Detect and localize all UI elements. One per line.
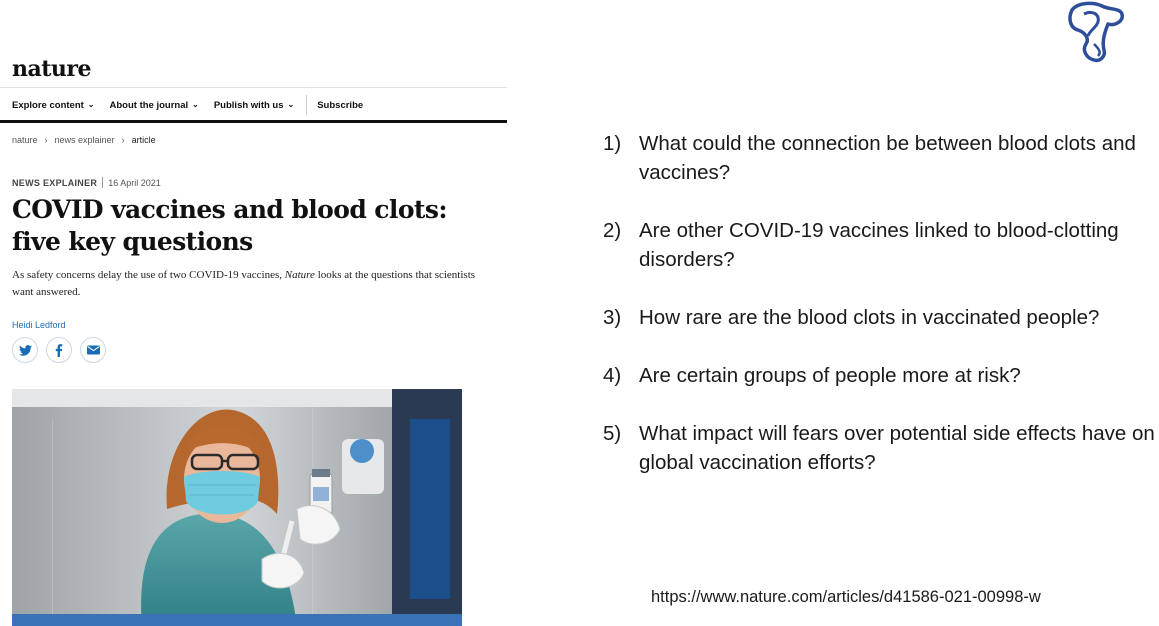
question-number: 5) bbox=[603, 422, 622, 445]
nav-divider bbox=[306, 95, 307, 115]
share-facebook-button[interactable] bbox=[46, 337, 72, 363]
nav-item-explore-content[interactable] bbox=[12, 100, 95, 111]
facebook-icon bbox=[55, 344, 63, 357]
breadcrumb-item-article: article bbox=[131, 135, 156, 145]
question-text: What could the connection be between blood clots and vaccines? bbox=[639, 132, 1136, 184]
share-twitter-button[interactable] bbox=[12, 337, 38, 363]
standfirst-journal-name: Nature bbox=[284, 269, 315, 281]
breadcrumb bbox=[12, 135, 156, 145]
article-title: COVID vaccines and blood clots: five key questions bbox=[12, 195, 447, 256]
article-hero-image bbox=[12, 389, 462, 626]
question-text: Are other COVID-19 vaccines linked to blood-clotting disorders? bbox=[639, 219, 1119, 271]
nav-item-publish-with-us[interactable] bbox=[214, 100, 294, 111]
share-buttons bbox=[12, 337, 114, 363]
meta-divider bbox=[102, 177, 103, 188]
twitter-icon bbox=[19, 345, 32, 356]
standfirst-text: looks at the questions that scientists want answered. bbox=[12, 269, 476, 298]
nav-item-label: Explore content bbox=[12, 99, 84, 111]
vaccine-photo-illustration bbox=[12, 389, 462, 626]
chevron-right-icon: › bbox=[121, 135, 125, 145]
breadcrumb-item-news-explainer[interactable]: news explainer bbox=[54, 135, 115, 145]
list-item bbox=[603, 419, 1155, 477]
breadcrumb-item-nature[interactable]: nature bbox=[12, 135, 38, 145]
key-questions-list bbox=[603, 129, 1155, 506]
author-link[interactable]: Heidi Ledford bbox=[12, 320, 66, 330]
main-nav bbox=[12, 96, 378, 114]
article-standfirst bbox=[12, 267, 482, 301]
list-item bbox=[603, 216, 1155, 274]
nav-item-label: Publish with us bbox=[213, 99, 284, 111]
chevron-down-icon: ⌄ bbox=[287, 99, 295, 109]
article-date: 16 April 2021 bbox=[108, 177, 161, 188]
standfirst-text: As safety concerns delay the use of two COVID-19 vaccines, bbox=[12, 269, 285, 281]
list-item bbox=[603, 303, 1155, 332]
question-number: 1) bbox=[603, 132, 622, 155]
nav-item-label: Subscribe bbox=[317, 99, 364, 111]
institution-logo-icon bbox=[1064, 0, 1126, 64]
article-type: NEWS EXPLAINER bbox=[12, 177, 98, 188]
list-item bbox=[603, 361, 1155, 390]
nav-item-subscribe[interactable] bbox=[317, 100, 363, 111]
share-email-button[interactable] bbox=[80, 337, 106, 363]
question-text: Are certain groups of people more at risk? bbox=[639, 364, 1021, 387]
question-text: What impact will fears over potential side effects have on global vaccination efforts? bbox=[639, 422, 1155, 474]
list-item bbox=[603, 129, 1155, 187]
email-icon bbox=[87, 345, 100, 355]
nav-item-about-the-journal[interactable] bbox=[110, 100, 199, 111]
article-meta bbox=[12, 177, 161, 188]
question-number: 3) bbox=[603, 306, 622, 329]
chevron-right-icon: › bbox=[44, 135, 48, 145]
question-number: 4) bbox=[603, 364, 622, 387]
nav-bottom-rule bbox=[0, 120, 507, 123]
nav-item-label: About the journal bbox=[109, 99, 189, 111]
source-url[interactable]: https://www.nature.com/articles/d41586-021-00998-w bbox=[651, 588, 1041, 606]
chevron-down-icon: ⌄ bbox=[87, 99, 95, 109]
chevron-down-icon: ⌄ bbox=[192, 99, 199, 109]
question-number: 2) bbox=[603, 219, 622, 242]
question-text: How rare are the blood clots in vaccinated people? bbox=[639, 306, 1100, 329]
article-screenshot bbox=[0, 0, 508, 626]
nav-top-divider bbox=[0, 87, 507, 88]
nature-logo[interactable]: nature bbox=[12, 56, 91, 82]
